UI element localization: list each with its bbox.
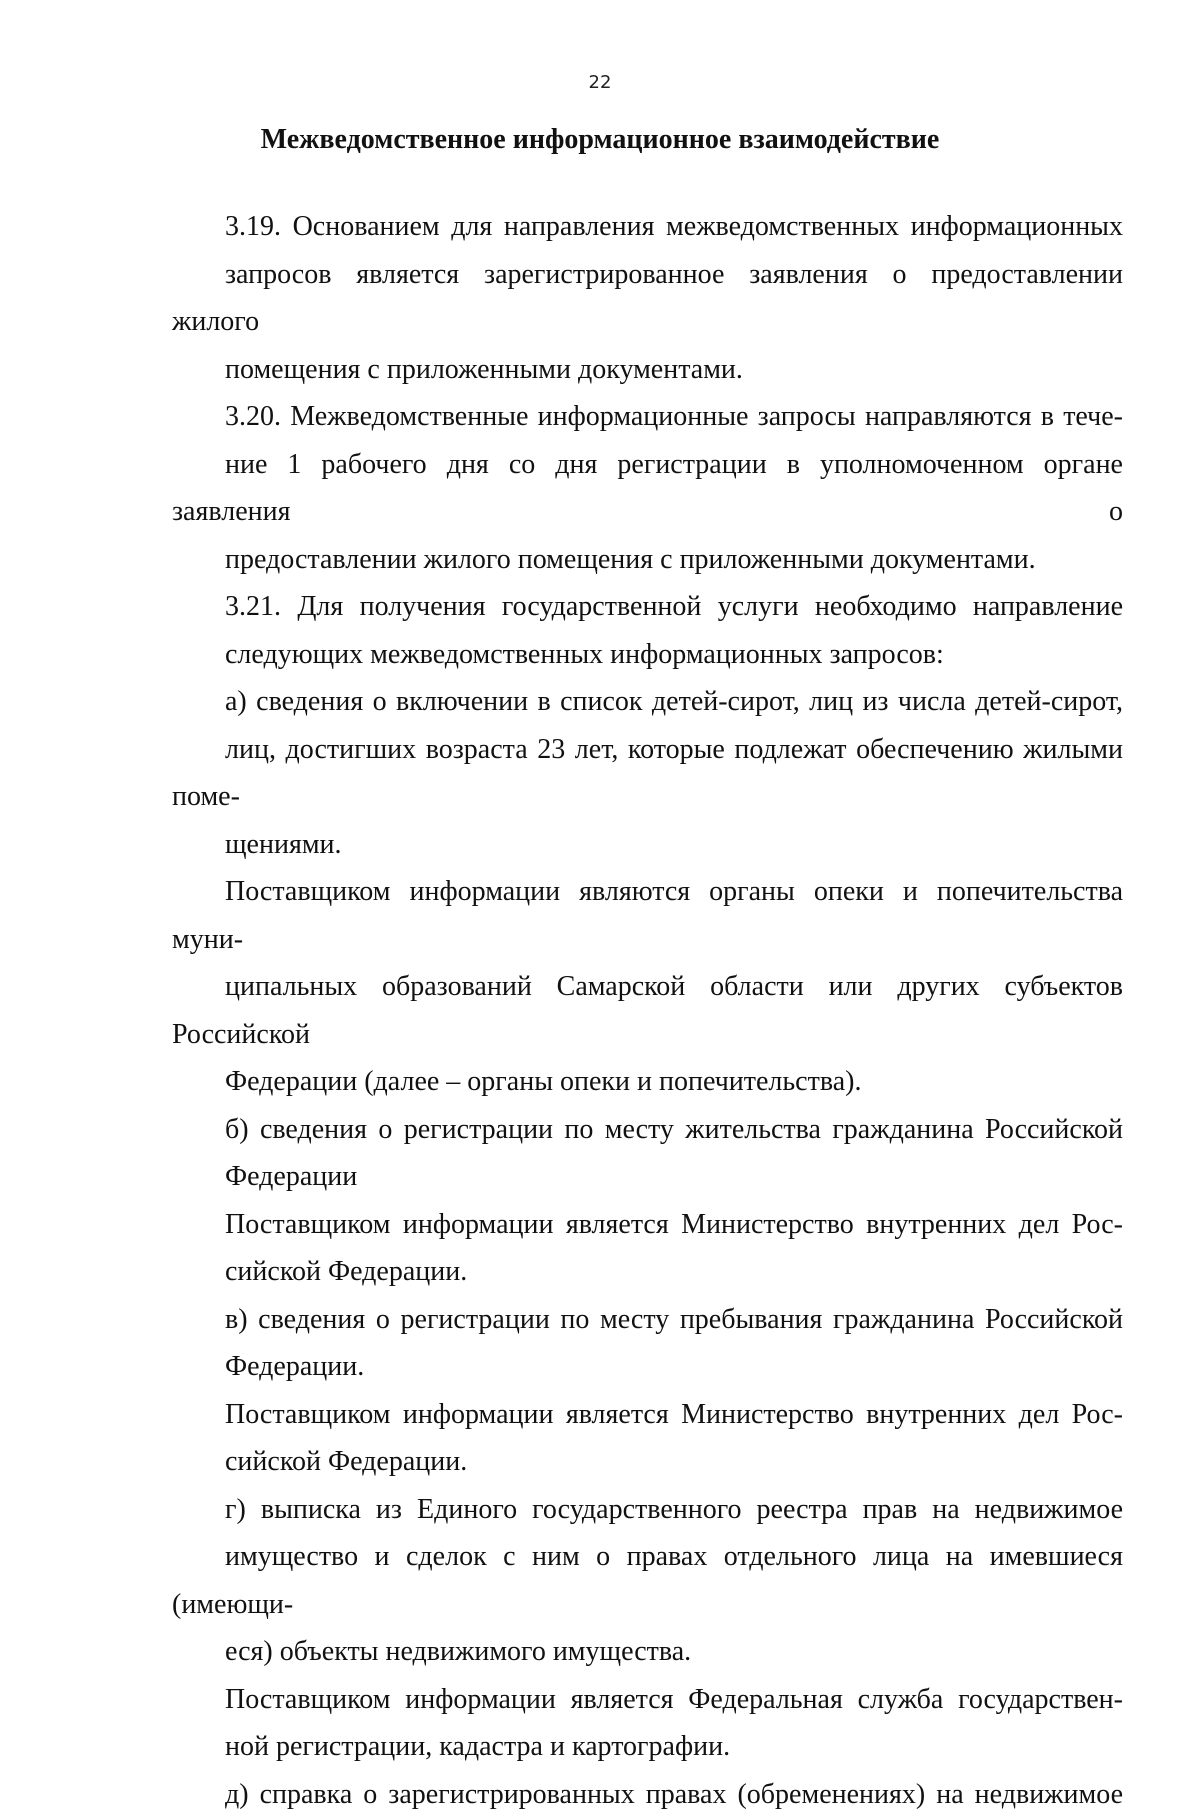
paragraph-3-21 bbox=[172, 583, 1123, 678]
paragraph-3-20 bbox=[172, 393, 1123, 583]
text-line: лиц, достигших возраста 23 лет, которые подлежат обеспечению жилыми поме- bbox=[172, 726, 1123, 821]
text-line: Поставщиком информации являются органы опеки и попечительства муни- bbox=[172, 868, 1123, 963]
text-line: 3.21. Для получения государственной услуги необходимо направление bbox=[172, 583, 1123, 631]
text-line: 3.20. Межведомственные информационные запросы направляются в тече- bbox=[172, 393, 1123, 441]
text-line: Поставщиком информации является Федеральная служба государствен- bbox=[172, 1676, 1123, 1724]
text-line: сийской Федерации. bbox=[172, 1438, 1123, 1486]
list-item-a bbox=[172, 678, 1123, 868]
text-line: имущество и сделок с ним о правах отдельного лица на имевшиеся (имеющи- bbox=[172, 1533, 1123, 1628]
text-line: следующих межведомственных информационных запросов: bbox=[172, 631, 1123, 679]
text-line: Поставщиком информации является Министерство внутренних дел Рос- bbox=[172, 1201, 1123, 1249]
body-text bbox=[172, 203, 1123, 1818]
supplier-paragraph-a bbox=[172, 868, 1123, 1106]
text-line: Федерации. bbox=[172, 1343, 1123, 1391]
text-line: предоставлении жилого помещения с приложенными документами. bbox=[172, 536, 1123, 584]
page-number: 22 bbox=[0, 72, 1200, 93]
text-line: г) выписка из Единого государственного реестра прав на недвижимое bbox=[172, 1486, 1123, 1534]
list-item-d bbox=[172, 1771, 1123, 1818]
list-item-v bbox=[172, 1296, 1123, 1391]
text-line: ной регистрации, кадастра и картографии. bbox=[172, 1723, 1123, 1771]
text-line: Федерации (далее – органы опеки и попечительства). bbox=[172, 1058, 1123, 1106]
text-line: б) сведения о регистрации по месту жительства гражданина Российской bbox=[172, 1106, 1123, 1154]
text-line: помещения с приложенными документами. bbox=[172, 346, 1123, 394]
text-line: 3.19. Основанием для направления межведомственных информационных bbox=[172, 203, 1123, 251]
text-line: а) сведения о включении в список детей-сирот, лиц из числа детей-сирот, bbox=[172, 678, 1123, 726]
text-line: Федерации bbox=[172, 1153, 1123, 1201]
supplier-paragraph-b bbox=[172, 1201, 1123, 1296]
text-line: еся) объекты недвижимого имущества. bbox=[172, 1628, 1123, 1676]
text-line: ципальных образований Самарской области или других субъектов Российской bbox=[172, 963, 1123, 1058]
list-item-b bbox=[172, 1106, 1123, 1201]
text-line: д) справка о зарегистрированных правах (обременениях) на недвижимое bbox=[172, 1771, 1123, 1818]
section-heading: Межведомственное информационное взаимодействие bbox=[160, 120, 1040, 160]
text-line: в) сведения о регистрации по месту пребывания гражданина Российской bbox=[172, 1296, 1123, 1344]
supplier-paragraph-v bbox=[172, 1391, 1123, 1486]
text-line: сийской Федерации. bbox=[172, 1248, 1123, 1296]
text-line: щениями. bbox=[172, 821, 1123, 869]
text-line: Поставщиком информации является Министерство внутренних дел Рос- bbox=[172, 1391, 1123, 1439]
paragraph-3-19 bbox=[172, 203, 1123, 393]
list-item-g bbox=[172, 1486, 1123, 1676]
supplier-paragraph-g bbox=[172, 1676, 1123, 1771]
text-line: запросов является зарегистрированное заявления о предоставлении жилого bbox=[172, 251, 1123, 346]
text-line: ние 1 рабочего дня со дня регистрации в уполномоченном органе заявления о bbox=[172, 441, 1123, 536]
